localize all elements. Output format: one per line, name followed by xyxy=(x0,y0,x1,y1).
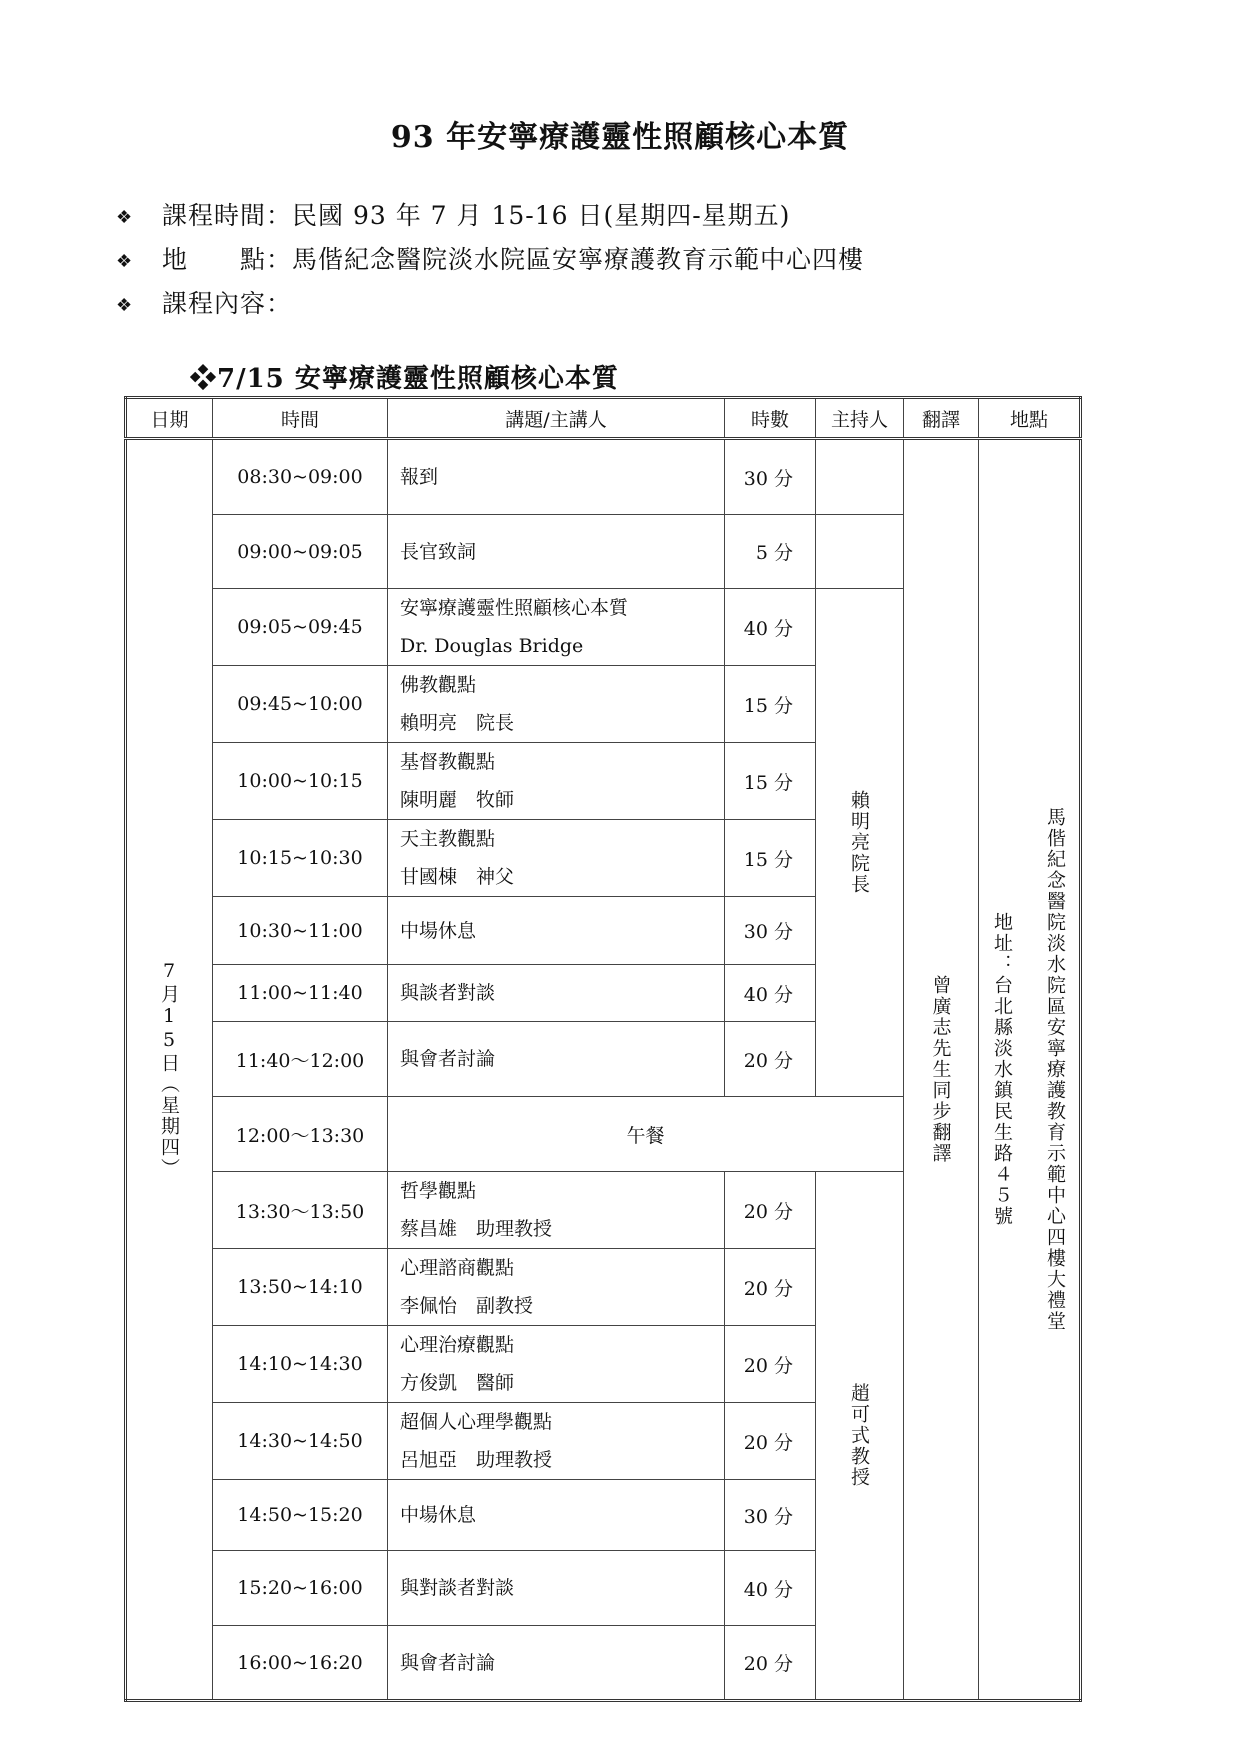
translator-cell xyxy=(904,439,979,1701)
translator-text: 曾廣志先生同步翻譯 xyxy=(929,975,952,1164)
table-row xyxy=(126,439,1081,515)
topic-text: 中場休息 xyxy=(400,1504,477,1526)
date-cell xyxy=(126,439,213,1701)
table-header-row xyxy=(126,398,1081,439)
location-row xyxy=(116,240,864,280)
duration-cell: 20 分 xyxy=(725,1626,816,1701)
header-date: 日期 xyxy=(126,398,213,439)
header-duration: 時數 xyxy=(725,398,816,439)
topic-cell xyxy=(388,589,725,666)
topic-text: 報到 xyxy=(400,466,439,488)
header-translator: 翻譯 xyxy=(904,398,979,439)
topic-cell xyxy=(388,1022,725,1097)
topic-text: 與談者對談 xyxy=(400,982,496,1004)
time-cell: 10:00~10:15 xyxy=(213,743,388,820)
speaker-text: 呂旭亞 助理教授 xyxy=(400,1449,553,1471)
time-cell: 14:30~14:50 xyxy=(213,1403,388,1480)
topic-cell xyxy=(388,515,725,589)
duration-cell: 30 分 xyxy=(725,897,816,965)
course-content-text: 課程內容： xyxy=(162,289,293,318)
page-title: 93 年安寧療護靈性照顧核心本質 xyxy=(390,120,850,155)
duration-cell: 20 分 xyxy=(725,1172,816,1249)
duration-cell: 20 分 xyxy=(725,1403,816,1480)
topic-cell xyxy=(388,743,725,820)
time-cell: 11:40～12:00 xyxy=(213,1022,388,1097)
speaker-text: 甘國棟 神父 xyxy=(400,866,515,888)
time-cell: 16:00~16:20 xyxy=(213,1626,388,1701)
topic-text: 長官致詞 xyxy=(400,540,477,563)
host-cell-empty xyxy=(816,515,904,589)
duration-cell: 20 分 xyxy=(725,1022,816,1097)
topic-cell xyxy=(388,965,725,1022)
speaker-text: 蔡昌雄 助理教授 xyxy=(400,1218,553,1240)
section-title: ❖7/15 安寧療護靈性照顧核心本質 xyxy=(190,364,619,394)
date-text: 7月15日（星期四） xyxy=(158,960,180,1179)
location-address-text: 地址：台北縣淡水鎮民生路４５號 xyxy=(991,912,1013,1227)
topic-cell xyxy=(388,1480,725,1551)
location-name-text: 馬偕紀念醫院淡水院區安寧療護教育示範中心四樓大禮堂 xyxy=(1044,807,1066,1332)
header-time: 時間 xyxy=(213,398,388,439)
duration-cell: 15 分 xyxy=(725,666,816,743)
topic-cell xyxy=(388,439,725,515)
diamond-bullet-icon: ❖ xyxy=(116,206,134,228)
speaker-text: 李佩怡 副教授 xyxy=(400,1295,534,1317)
time-cell: 11:00~11:40 xyxy=(213,965,388,1022)
topic-cell xyxy=(388,1326,725,1403)
speaker-text: 陳明麗 牧師 xyxy=(400,789,515,811)
host-afternoon-cell xyxy=(816,1172,904,1701)
topic-text: 與對談者對談 xyxy=(400,1577,515,1599)
host-afternoon-text: 趙可式教授 xyxy=(848,1383,870,1488)
speaker-text: Dr. Douglas Bridge xyxy=(400,635,584,657)
time-cell: 10:15~10:30 xyxy=(213,820,388,897)
time-cell: 14:10~14:30 xyxy=(213,1326,388,1403)
topic-cell xyxy=(388,666,725,743)
time-cell: 09:00~09:05 xyxy=(213,515,388,589)
diamond-bullet-icon: ❖ xyxy=(116,250,134,272)
topic-text: 哲學觀點 xyxy=(400,1180,477,1202)
duration-cell: 20 分 xyxy=(725,1326,816,1403)
time-cell: 13:30～13:50 xyxy=(213,1172,388,1249)
topic-text: 心理治療觀點 xyxy=(400,1334,515,1356)
topic-cell xyxy=(388,1551,725,1626)
time-cell: 08:30~09:00 xyxy=(213,439,388,515)
course-time-text: 課程時間：民國 93 年 7 月 15-16 日(星期四-星期五) xyxy=(162,201,791,230)
host-morning-text: 賴明亮院長 xyxy=(848,790,870,895)
topic-cell xyxy=(388,1626,725,1701)
topic-text: 與會者討論 xyxy=(400,1651,496,1674)
duration-cell: 20 分 xyxy=(725,1249,816,1326)
topic-text: 天主教觀點 xyxy=(400,828,496,850)
duration-cell: 40 分 xyxy=(725,965,816,1022)
topic-text: 心理諮商觀點 xyxy=(400,1257,515,1279)
course-time-row xyxy=(116,196,790,236)
topic-text: 與會者討論 xyxy=(400,1048,496,1070)
header-location: 地點 xyxy=(979,398,1081,439)
topic-cell xyxy=(388,897,725,965)
time-cell: 09:05~09:45 xyxy=(213,589,388,666)
lunch-cell: 午餐 xyxy=(388,1097,904,1172)
topic-text: 安寧療護靈性照顧核心本質 xyxy=(400,597,629,619)
topic-text: 基督教觀點 xyxy=(400,751,496,773)
duration-cell: 15 分 xyxy=(725,820,816,897)
location-cell xyxy=(979,439,1081,1701)
time-cell: 15:20~16:00 xyxy=(213,1551,388,1626)
duration-cell: 30 分 xyxy=(725,439,816,515)
location-text: 地 點：馬偕紀念醫院淡水院區安寧療護教育示範中心四樓 xyxy=(162,245,865,274)
speaker-text: 方俊凱 醫師 xyxy=(400,1372,515,1394)
course-content-row xyxy=(116,284,292,324)
duration-cell: 15 分 xyxy=(725,743,816,820)
time-cell: 12:00～13:30 xyxy=(213,1097,388,1172)
topic-text: 佛教觀點 xyxy=(400,674,477,696)
topic-text: 超個人心理學觀點 xyxy=(400,1411,553,1433)
duration-cell: 40 分 xyxy=(725,589,816,666)
host-morning-cell xyxy=(816,589,904,1097)
duration-cell: 30 分 xyxy=(725,1480,816,1551)
topic-cell xyxy=(388,1403,725,1480)
diamond-bullet-icon: ❖ xyxy=(116,294,134,316)
topic-cell xyxy=(388,820,725,897)
duration-cell: 5 分 xyxy=(725,515,816,589)
duration-cell: 40 分 xyxy=(725,1551,816,1626)
time-cell: 09:45~10:00 xyxy=(213,666,388,743)
time-cell: 14:50~15:20 xyxy=(213,1480,388,1551)
host-cell-empty xyxy=(816,439,904,515)
speaker-text: 賴明亮 院長 xyxy=(400,712,515,734)
header-host: 主持人 xyxy=(816,398,904,439)
schedule-table xyxy=(124,396,1082,1702)
time-cell: 10:30~11:00 xyxy=(213,897,388,965)
header-topic: 講題/主講人 xyxy=(388,398,725,439)
topic-text: 中場休息 xyxy=(400,919,477,942)
time-cell: 13:50~14:10 xyxy=(213,1249,388,1326)
topic-cell xyxy=(388,1249,725,1326)
topic-cell xyxy=(388,1172,725,1249)
